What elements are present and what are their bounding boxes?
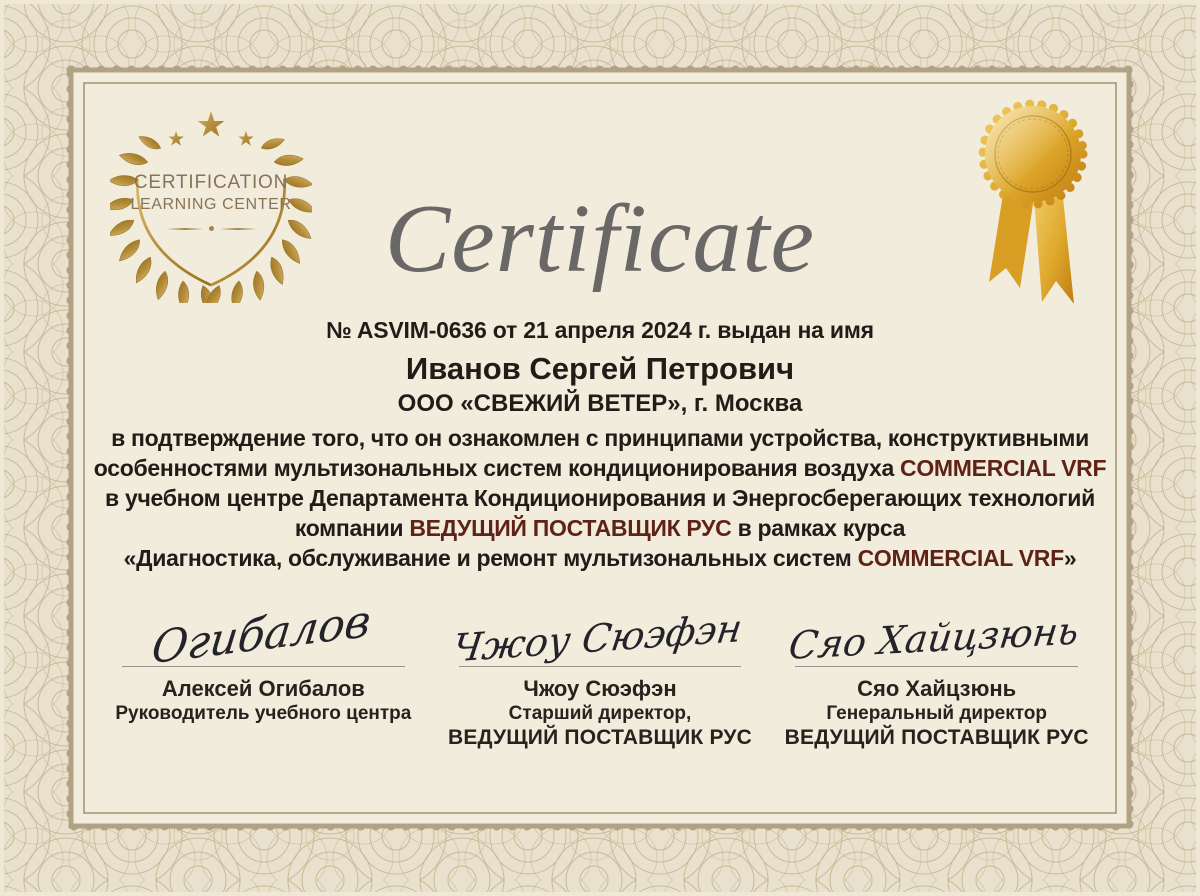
- star-icon: ★: [236, 126, 255, 151]
- signatory-name: Чжоу Сюэфэн: [523, 676, 677, 701]
- signature-block: [432, 576, 769, 750]
- signature-block: [768, 576, 1105, 750]
- signatory-name: Алексей Огибалов: [161, 676, 365, 701]
- handwritten-signature: Сяо Хайцзюнь: [786, 608, 1082, 668]
- handwritten-signature: Чжоу Сюэфэн: [449, 605, 745, 671]
- signatory-company: ВЕДУЩИЙ ПОСТАВЩИК РУС: [447, 726, 753, 749]
- signatory-name: Сяо Хайцзюнь: [857, 676, 1017, 701]
- issue-line: № ASVIM-0636 от 21 апреля 2024 г. выдан на имя: [326, 317, 874, 343]
- stars-icon: [167, 105, 255, 150]
- body-line: «Диагностика, обслуживание и ремонт мультизональных систем COMMERCIAL VRF»: [123, 545, 1077, 571]
- accent-commercial-vrf: COMMERCIAL VRF: [900, 455, 1107, 481]
- signatory-company: ВЕДУЩИЙ ПОСТАВЩИК РУС: [784, 726, 1089, 749]
- recipient-name: Иванов Сергей Петрович: [405, 351, 795, 386]
- signatory-role: Генеральный директор: [826, 703, 1048, 724]
- signature-row: [95, 576, 1105, 750]
- star-icon: ★: [195, 105, 227, 146]
- handwritten-signature: Огибалов: [148, 595, 374, 675]
- recipient-company: ООО «СВЕЖИЙ ВЕТЕР», г. Москва: [397, 390, 803, 417]
- signature-block: [95, 576, 432, 750]
- star-icon: ★: [167, 126, 186, 151]
- signatory-role: Старший директор,: [508, 703, 692, 724]
- body-line: компании ВЕДУЩИЙ ПОСТАВЩИК РУС в рамках курса: [294, 515, 906, 541]
- body-line: в учебном центре Департамента Кондиционирования и Энергосберегающих технологий: [105, 485, 1095, 511]
- accent-commercial-vrf: COMMERCIAL VRF: [857, 545, 1064, 571]
- logo-line1: CERTIFICATION: [133, 172, 289, 193]
- body-line: особенностями мультизональных систем кондиционирования воздуха COMMERCIAL VRF: [93, 455, 1107, 481]
- body-line: в подтверждение того, что он ознакомлен с принципами устройства, конструктивными: [111, 425, 1089, 451]
- certificate-title: Certificate: [384, 185, 816, 293]
- signature-line: [795, 666, 1078, 667]
- logo-line2: LEARNING CENTER: [130, 196, 292, 213]
- accent-company-name: ВЕДУЩИЙ ПОСТАВЩИК РУС: [409, 515, 732, 541]
- signatory-role: Руководитель учебного центра: [115, 703, 412, 724]
- body-paragraph: [90, 423, 1110, 573]
